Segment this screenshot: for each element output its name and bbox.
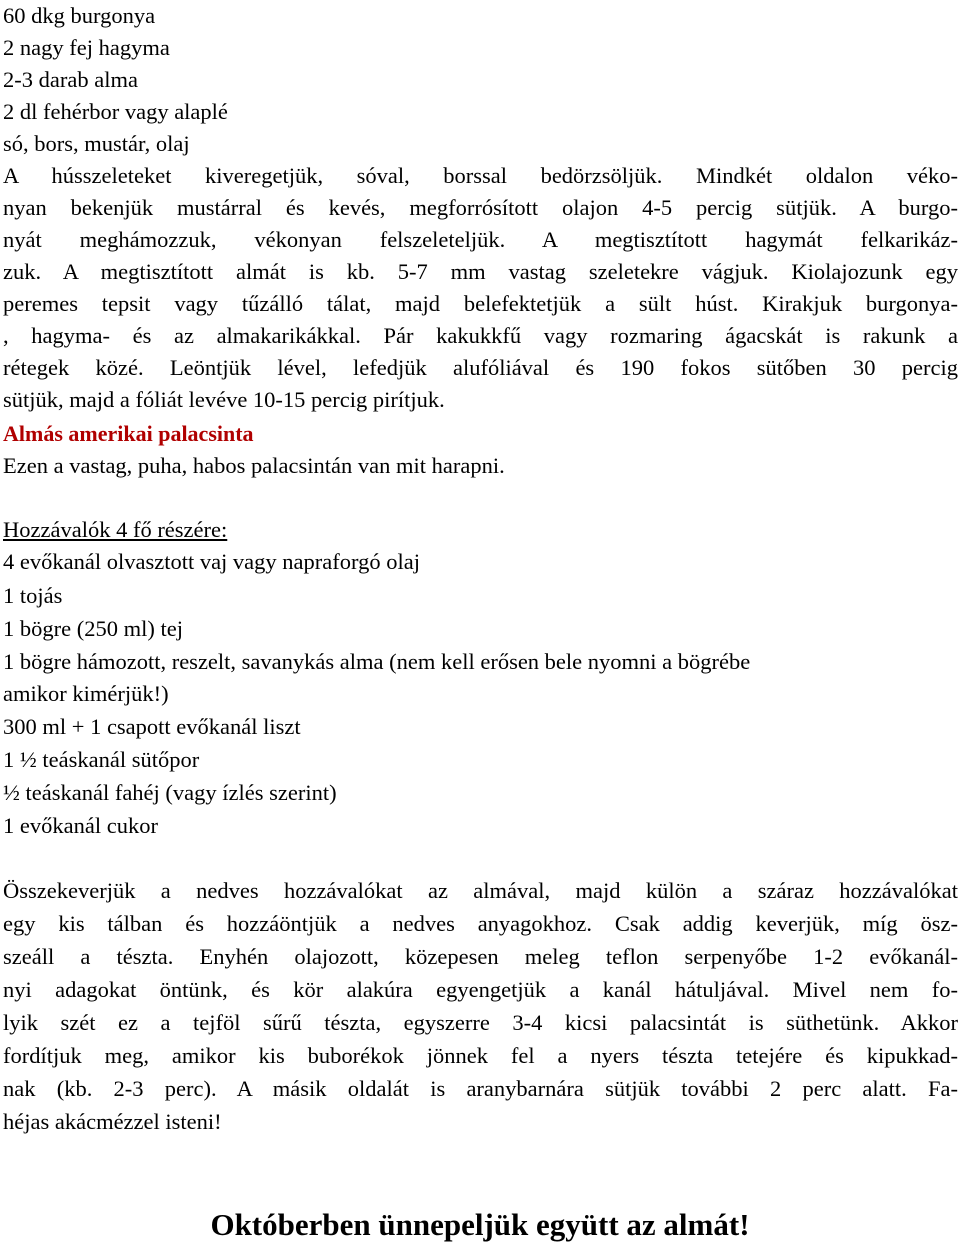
- method-line: nyi adagokat öntünk, és kör alakúra egyengetjük a kanál hátuljával. Mivel nem fo-: [3, 977, 958, 1002]
- ingredient-line: só, bors, mustár, olaj: [3, 131, 190, 156]
- recipe-intro: Ezen a vastag, puha, habos palacsintán van mit harapni.: [3, 453, 505, 478]
- method-line: A hússzeleteket kiveregetjük, sóval, borssal bedörzsöljük. Mindkét oldalon véko-: [3, 163, 958, 188]
- method-line: Összekeverjük a nedves hozzávalókat az almával, majd külön a száraz hozzávalókat: [3, 878, 958, 903]
- method-line: szeáll a tészta. Enyhén olajozott, közepesen meleg teflon serpenyőbe 1-2 evőkanál-: [3, 944, 958, 969]
- ingredient-line: amikor kimérjük!): [3, 681, 169, 706]
- ingredients-heading: Hozzávalók 4 fő részére:: [3, 517, 228, 542]
- ingredient-line: ½ teáskanál fahéj (vagy ízlés szerint): [3, 780, 337, 805]
- method-line: nyát meghámozzuk, vékonyan felszeleteljük. A megtisztított hagymát felkarikáz-: [3, 227, 958, 252]
- method-line: lyik szét ez a tejföl sűrű tészta, egyszerre 3-4 kicsi palacsintát is süthetünk. Akkor: [3, 1010, 958, 1035]
- method-line: sütjük, majd a fóliát levéve 10-15 percig pirítjuk.: [3, 387, 445, 412]
- ingredient-line: 2 dl fehérbor vagy alaplé: [3, 99, 228, 124]
- ingredient-line: 1 tojás: [3, 583, 63, 608]
- method-line: rétegek közé. Leöntjük lével, lefedjük alufóliával és 190 fokos sütőben 30 percig: [3, 355, 958, 380]
- method-line: nak (kb. 2-3 perc). A másik oldalát is aranybarnára sütjük további 2 perc alatt. Fa-: [3, 1076, 958, 1101]
- method-line: nyan bekenjük mustárral és kevés, megforrósított olajon 4-5 percig sütjük. A burgo-: [3, 195, 958, 220]
- ingredient-line: 1 bögre (250 ml) tej: [3, 616, 183, 641]
- closing-slogan: Októberben ünnepeljük együtt az almát!: [210, 1207, 750, 1242]
- ingredient-line: 4 evőkanál olvasztott vaj vagy napraforgó olaj: [3, 549, 420, 574]
- ingredient-line: 1 bögre hámozott, reszelt, savanykás alma (nem kell erősen bele nyomni a bögrébe: [3, 649, 751, 674]
- ingredient-line: 300 ml + 1 csapott evőkanál liszt: [3, 714, 301, 739]
- ingredient-line: 2 nagy fej hagyma: [3, 35, 170, 60]
- ingredient-line: 1 ½ teáskanál sütőpor: [3, 747, 200, 772]
- method-line: egy kis tálban és hozzáöntjük a nedves anyagokhoz. Csak addig keverjük, míg ösz-: [3, 911, 958, 936]
- method-line: fordítjuk meg, amikor kis buborékok jönnek fel a nyers tészta tetejére és kipukkad-: [3, 1043, 958, 1068]
- recipe-title: Almás amerikai palacsinta: [3, 421, 254, 446]
- ingredient-line: 60 dkg burgonya: [3, 3, 156, 28]
- method-line: , hagyma- és az almakarikákkal. Pár kakukkfű vagy rozmaring ágacskát is rakunk a: [3, 323, 958, 348]
- method-line: zuk. A megtisztított almát is kb. 5-7 mm vastag szeletekre vágjuk. Kiolajozunk egy: [3, 259, 958, 284]
- ingredient-line: 2-3 darab alma: [3, 67, 138, 92]
- method-line: peremes tepsit vagy tűzálló tálat, majd belefektetjük a sült húst. Kirakjuk burgonya-: [3, 291, 958, 316]
- ingredient-line: 1 evőkanál cukor: [3, 813, 158, 838]
- method-line: héjas akácmézzel isteni!: [3, 1109, 222, 1134]
